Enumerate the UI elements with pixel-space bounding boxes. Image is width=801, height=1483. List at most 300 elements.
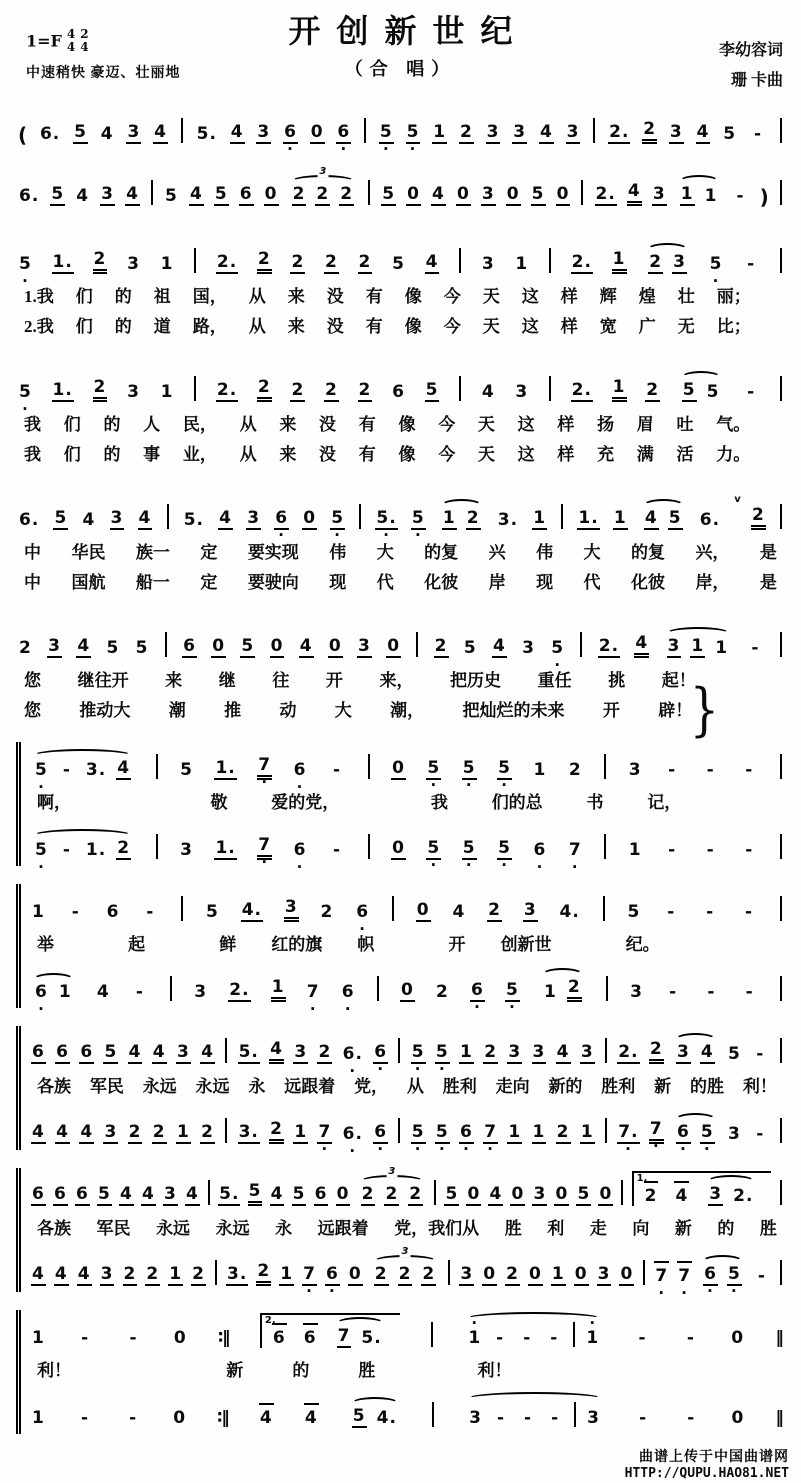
duration-dash: - (668, 840, 677, 860)
note: 7 · (257, 836, 272, 860)
lyric-syllable: 天 (477, 445, 495, 464)
note: 3 (127, 382, 140, 402)
note: 2 (466, 508, 480, 528)
lyrics-line (16, 540, 785, 566)
barline (780, 1038, 782, 1063)
lyric-syllable: 把历史 (450, 671, 502, 690)
note: 5 (531, 184, 545, 204)
note: 5 (463, 638, 477, 658)
duration-dash: - (686, 1328, 695, 1348)
barline (780, 1260, 782, 1285)
note: 4 (269, 1040, 284, 1064)
lyric-syllable: 红的旗 (271, 935, 323, 954)
duration-dash: - (736, 186, 745, 206)
lyric-syllable: 业， (182, 445, 217, 464)
lyric-syllable: 要实现 (247, 543, 299, 562)
score-body (16, 106, 785, 1434)
lyric-syllable: 大 (334, 701, 352, 720)
lyric-syllable: 化彼 (424, 573, 459, 592)
note: 4 (100, 124, 114, 144)
note: 1 (176, 1122, 190, 1142)
note: 2 (318, 1042, 332, 1062)
notes-line (16, 492, 785, 536)
note: 0 (731, 1328, 745, 1348)
barline (368, 754, 370, 779)
note: 6. · (342, 1045, 364, 1064)
barline (151, 180, 153, 205)
note: 5 (206, 902, 219, 922)
lyric-syllable: 来 (165, 671, 183, 690)
note: 1 (460, 1042, 473, 1062)
time-signature-denominator: 4 (66, 39, 76, 54)
barline (780, 504, 782, 529)
music-system (16, 364, 785, 468)
note: 4 (54, 1264, 68, 1284)
note: 4 (634, 634, 649, 658)
note: 6 (183, 636, 196, 656)
barline (215, 1260, 217, 1285)
note: 2 (751, 506, 766, 530)
slur-group (465, 1402, 604, 1428)
lyric-syllable: 岸 (488, 573, 506, 592)
duration-dash: - (639, 1408, 648, 1428)
note: 2 (19, 638, 32, 658)
note: 5 (723, 124, 737, 144)
lyric-syllable: 们的总 (491, 793, 543, 812)
lyric-syllable: 有 (358, 415, 376, 434)
slur-group (673, 1123, 718, 1144)
lyric-syllable: 起！ (661, 671, 696, 690)
ending-bracket (260, 1313, 400, 1348)
duration-dash: - (81, 1328, 90, 1348)
lyric-syllable: 这 (521, 317, 539, 336)
lyric-syllable: 记， (647, 793, 682, 812)
barline (604, 834, 606, 859)
barline (225, 1038, 227, 1063)
credits-block (719, 36, 783, 95)
note: 5 (668, 508, 682, 528)
duration-dash: - (524, 1408, 533, 1428)
duet-system (16, 1310, 785, 1434)
lyric-syllable: 像 (404, 287, 422, 306)
note: 3 (180, 840, 193, 860)
note: 0 (310, 122, 324, 142)
lyric-syllable (667, 1358, 671, 1384)
note: 1 (691, 636, 705, 656)
duration-dash: - (523, 1328, 532, 1348)
duration-dash: - (129, 1408, 138, 1428)
note: 1 (613, 508, 627, 528)
note: 5 · (709, 255, 724, 274)
lyric-syllable: 远跟着 (317, 1219, 369, 1238)
lyric-syllable: 今 (443, 317, 461, 336)
lyric-syllable: 来 (287, 317, 305, 336)
triplet-group (371, 1265, 440, 1286)
lyric-syllable: 要驶向 (247, 573, 299, 592)
note: 0 (400, 980, 414, 1000)
barline (434, 1180, 436, 1205)
duration-dash: - (745, 982, 754, 1002)
breath-mark: v (734, 494, 741, 505)
lyric-syllable: 我 (24, 445, 41, 464)
lyric-syllable (173, 1358, 177, 1384)
note: 3 (257, 122, 271, 142)
note: 3 (481, 184, 495, 204)
note: 1 (628, 840, 642, 860)
note: 2 (488, 900, 501, 920)
note: 1 (680, 184, 694, 204)
note: 0 (303, 508, 317, 528)
lyric-syllable: 来 (279, 445, 297, 464)
lyrics-line (29, 1358, 785, 1384)
note: 6 (54, 1184, 67, 1204)
key-signature-block (26, 28, 181, 82)
note: 4 (299, 636, 313, 656)
lyric-syllable: 样 (560, 287, 578, 306)
note: 7 (337, 1326, 351, 1346)
score-header (16, 6, 785, 98)
note: 5 · (34, 841, 49, 860)
barline (780, 180, 782, 205)
note: 4 (700, 1042, 714, 1062)
lyric-syllable: 天 (477, 415, 495, 434)
lyric-syllable: 把灿烂的未来 (462, 701, 565, 720)
lyric-syllable: 定 (200, 543, 218, 562)
lyric-syllable: 人 (143, 415, 161, 434)
lyric-syllable: 没 (319, 415, 337, 434)
barline (780, 248, 782, 273)
lyric-syllable: 有 (365, 287, 383, 306)
lyric-syllable: 国航 (71, 573, 106, 592)
barline (573, 1322, 575, 1347)
note: 3 (566, 122, 580, 142)
final-barline: ‖ (775, 1328, 783, 1348)
lyric-syllable: 国， (192, 287, 227, 306)
note: 4 (489, 1184, 503, 1204)
note: 3. (497, 510, 519, 530)
lyric-syllable: 潮 (168, 701, 186, 720)
note: 2 (484, 1042, 498, 1062)
note: 3 (481, 254, 495, 274)
note: 4 (259, 1408, 273, 1428)
note: 1 (544, 982, 557, 1002)
note: 5 (51, 184, 65, 204)
note: 2 (291, 252, 305, 272)
lyric-syllable: 样 (557, 445, 575, 464)
lyric-syllable: 敬 (210, 793, 228, 812)
note: 4 (432, 184, 445, 204)
duration-dash: - (550, 1328, 559, 1348)
note: 4 (201, 1042, 214, 1062)
duration-dash: - (71, 902, 80, 922)
lyric-syllable: 来， (379, 671, 414, 690)
note: 5 · (34, 761, 49, 780)
note: 2 (257, 250, 272, 274)
note: 4 (82, 510, 96, 530)
lyric-syllable: 丽； (716, 287, 751, 306)
note: 3 (358, 636, 371, 656)
note: 4 (142, 1184, 155, 1204)
note: 6 (303, 1328, 317, 1348)
watermark-block (625, 1446, 789, 1481)
lyric-syllable: 煌 (638, 287, 656, 306)
note: 1 (160, 254, 174, 274)
note: 5 (706, 382, 720, 402)
verse-brace: } (689, 675, 719, 743)
note: 6 · (459, 1123, 474, 1144)
lyric-syllable: 化彼 (630, 573, 665, 592)
lyric-syllable (163, 790, 167, 816)
lyric-syllable (734, 932, 738, 958)
note: 0 (555, 1184, 569, 1204)
duration-dash: - (669, 982, 678, 1002)
note: 2 (123, 1264, 137, 1284)
note: 4 (696, 122, 710, 142)
lyric-syllable: 辟！ (658, 701, 693, 720)
lyric-syllable (120, 1358, 124, 1384)
duration-dash: - (332, 840, 342, 860)
barline (208, 1180, 210, 1205)
lyric-syllable (773, 412, 777, 438)
note: 4 (126, 184, 139, 204)
lyric-syllable (773, 790, 777, 816)
lyric-syllable: 胜 (759, 1219, 777, 1238)
note: 0 (407, 184, 420, 204)
barline (170, 976, 172, 1001)
duration-dash: - (332, 760, 342, 780)
note: 3 (587, 1408, 600, 1428)
barline (604, 754, 606, 779)
lyrics-line (16, 570, 785, 596)
note: 4 (117, 758, 131, 778)
lyric-syllable: 动 (279, 701, 297, 720)
note: 2 (459, 122, 473, 142)
barline (780, 376, 782, 401)
note: 2 (436, 982, 449, 1002)
notes-line (29, 884, 785, 928)
note: 6 (56, 1042, 69, 1062)
barline (194, 248, 196, 273)
barline (780, 976, 782, 1001)
barline (605, 1038, 607, 1063)
slur-group (464, 1322, 603, 1348)
note: 1 (294, 1122, 308, 1142)
lyric-syllable: 代 (583, 573, 601, 592)
lyric-syllable: 广 (638, 317, 656, 336)
lyric-syllable (424, 1358, 428, 1384)
lyric-syllable: 像 (404, 317, 422, 336)
note: 3 (677, 1042, 690, 1062)
duration-dash: - (706, 902, 715, 922)
barline (431, 1322, 433, 1347)
note: 5 · (18, 383, 33, 402)
note: 5 · (497, 839, 512, 860)
note: 3 (628, 760, 642, 780)
note: 2 (385, 1184, 399, 1204)
lyric-syllable (773, 932, 777, 958)
note: 2 (358, 380, 372, 400)
note: 3 (164, 1184, 177, 1204)
music-system (16, 492, 785, 596)
note: 6 · (703, 1265, 718, 1286)
lyric-syllable: 像 (398, 415, 416, 434)
lyric-syllable: 这 (521, 287, 539, 306)
note: 6 · (34, 983, 49, 1002)
notes-line (16, 168, 785, 212)
note: 2 (646, 380, 660, 400)
lyric-syllable: 天 (482, 287, 500, 306)
note: 3 (533, 1184, 547, 1204)
lyric-syllable: 代 (376, 573, 394, 592)
lyrics-line (16, 284, 785, 310)
note: 3 (709, 1184, 723, 1204)
note: 5 (425, 380, 439, 400)
lyric-syllable (773, 284, 777, 310)
lyric-syllable: 的复 (424, 543, 459, 562)
lyric-syllable: 从 (406, 1077, 424, 1096)
note: 2 (257, 378, 272, 402)
note: 4 (120, 1184, 133, 1204)
note: 7 · (257, 756, 272, 780)
note: 0 (574, 1264, 588, 1284)
note: 5 · (379, 123, 394, 144)
lyric-syllable: 从 (239, 415, 257, 434)
note: 3 (460, 1264, 474, 1284)
note: 0 (336, 1184, 350, 1204)
note: 3 (532, 1042, 546, 1062)
lyric-syllable: 没 (319, 445, 337, 464)
lyric-syllable: 开 (602, 701, 620, 720)
lyric-syllable: 的 (103, 445, 121, 464)
parenthesis: ( (18, 123, 28, 147)
note: 6 · (293, 841, 308, 860)
note: 6 · (274, 509, 289, 530)
tempo-marking: 中速稍快 豪迈、壮丽地 (26, 66, 181, 82)
note: 0 (467, 1184, 481, 1204)
lyric-syllable: 中 (24, 573, 41, 592)
lyric-syllable: 辉 (599, 287, 617, 306)
note: 0 (270, 636, 284, 656)
note: 1 (515, 254, 529, 274)
note: 1 (612, 250, 627, 274)
duration-dash: - (146, 902, 155, 922)
note: 0 (173, 1408, 187, 1428)
barline (194, 376, 196, 401)
note: 3 (728, 1124, 741, 1144)
note: 5 · (426, 759, 441, 780)
time-signature-numerator: 4 (66, 27, 76, 41)
lyric-syllable: 军民 (89, 1077, 124, 1096)
note: 2. (598, 636, 620, 656)
lyric-syllable: 充 (597, 445, 615, 464)
lyric-syllable (180, 932, 184, 958)
note: · 1 (585, 1329, 600, 1348)
note: 5 (577, 1184, 591, 1204)
duration-dash: - (753, 124, 762, 144)
lyric-syllable (773, 698, 777, 724)
note: 0 (392, 758, 405, 778)
note: 5 · (727, 1265, 742, 1286)
lyric-syllable: 的胜 (689, 1077, 724, 1096)
lyric-syllable: 像 (398, 445, 416, 464)
lyric-syllable: 我 (430, 793, 448, 812)
lyric-syllable: 利！ (37, 1361, 71, 1380)
note: 4. (559, 902, 580, 922)
note: 5. (238, 1042, 259, 1062)
barline (780, 834, 782, 859)
lyric-syllable: 事 (143, 445, 161, 464)
lyric-syllable: 来 (279, 415, 297, 434)
note: 4 (425, 252, 439, 272)
note: 4 (80, 1122, 94, 1142)
barline (225, 1118, 227, 1143)
lyric-syllable: 这 (517, 415, 535, 434)
note: · 1 (467, 1329, 482, 1348)
notes-line (29, 1026, 785, 1070)
note: 5 (682, 380, 696, 400)
lyric-syllable (773, 442, 777, 468)
lyric-syllable: 是 (759, 573, 777, 592)
barline (359, 504, 361, 529)
lyric-syllable: 永 (248, 1077, 266, 1096)
lyric-syllable: 大 (583, 543, 601, 562)
lyric-syllable: 满 (636, 445, 654, 464)
duration-dash: - (496, 1328, 505, 1348)
slur-group (31, 759, 134, 780)
note: 2 (556, 1122, 570, 1142)
time-signatures (62, 27, 89, 54)
duration-dash: - (747, 254, 756, 274)
lyric-syllable: 向 (632, 1219, 650, 1238)
note: 2 (269, 1120, 284, 1144)
note: 6 · (325, 1265, 340, 1286)
notes-line (16, 106, 785, 150)
lyric-syllable: 书 (586, 793, 604, 812)
note: 6 · (373, 1123, 388, 1144)
lyric-syllable: 现 (329, 573, 347, 592)
slur-group (700, 1265, 745, 1286)
barline (780, 632, 782, 657)
lyric-syllable: 永 (275, 1219, 293, 1238)
note: 6. (19, 510, 40, 530)
lyric-syllable: 开 (325, 671, 343, 690)
note: 1 (32, 1408, 45, 1428)
note: 5 · (505, 981, 520, 1002)
duration-dash: - (745, 840, 754, 860)
note: 2 (320, 902, 334, 922)
barline (605, 1118, 607, 1143)
lyric-syllable: 我 (24, 415, 41, 434)
note: 3 (515, 382, 529, 402)
notes-line (16, 364, 785, 408)
barline (398, 1118, 400, 1143)
lyric-syllable (725, 790, 729, 816)
slur-group (673, 1043, 718, 1064)
lyric-syllable: 今 (438, 445, 456, 464)
note: 5 · (700, 1123, 715, 1144)
barline (448, 1260, 450, 1285)
note: 6 (106, 902, 120, 922)
note: 4 (452, 902, 466, 922)
lyric-syllable: 定 (200, 573, 218, 592)
note: 4 (77, 636, 91, 656)
duration-dash: - (757, 1266, 766, 1286)
lyric-syllable (89, 932, 93, 958)
lyric-syllable: 走 (589, 1219, 607, 1238)
note: 3. (85, 760, 107, 780)
lyric-syllable: 利！ (477, 1361, 512, 1380)
lyricist-credit: 李幼容词 (718, 42, 783, 59)
